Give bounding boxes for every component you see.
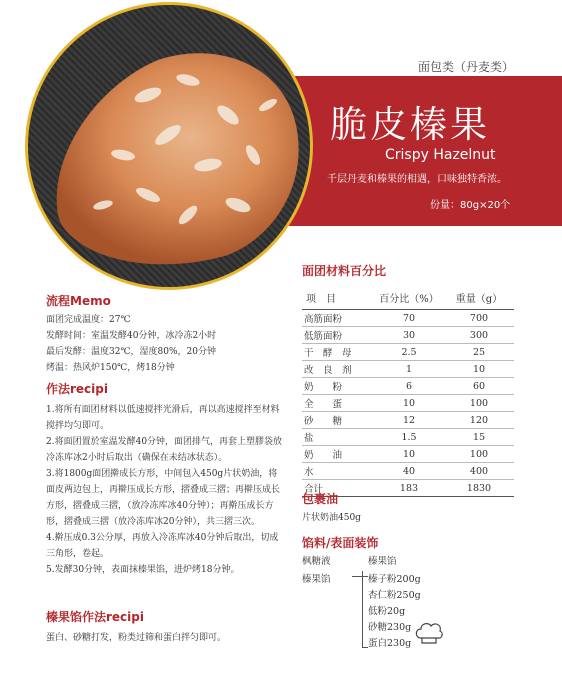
column-header: 重量（g） [444, 286, 514, 310]
ingredient-name: 奶 油 [302, 446, 374, 463]
percent-cell: 30 [374, 327, 444, 344]
ingredient-name: 低筋面粉 [302, 327, 374, 344]
ingredient-name: 盐 [302, 429, 374, 446]
table-row [302, 310, 514, 327]
table-row [302, 327, 514, 344]
percent-cell: 1.5 [374, 429, 444, 446]
filling-ingredient: 低粉20g [368, 606, 406, 617]
table-header-row [302, 286, 514, 310]
weight-cell: 700 [444, 310, 514, 327]
ingredient-name: 干 酵 母 [302, 344, 374, 361]
percent-cell: 6 [374, 378, 444, 395]
method-heading: 作法recipi [46, 382, 108, 396]
filling-text: 蛋白、砂糖打发，粉类过筛和蛋白拌匀即可。 [46, 633, 227, 643]
ingredient-name: 高筋面粉 [302, 310, 374, 327]
percent-cell: 12 [374, 412, 444, 429]
percent-cell: 10 [374, 395, 444, 412]
percent-cell: 40 [374, 463, 444, 480]
column-header: 项 目 [302, 286, 374, 310]
ingredient-name: 水 [302, 463, 374, 480]
category-label: 面包类（丹麦类） [417, 60, 514, 74]
weight-cell: 300 [444, 327, 514, 344]
table-row [302, 412, 514, 429]
table-row [302, 429, 514, 446]
memo-heading: 流程Memo [46, 294, 111, 308]
memo-line: 发酵时间：室温发酵40分钟，冰冷冻2小时 [46, 331, 217, 341]
topping-item: 枫糖液 [302, 556, 331, 567]
method-step: 3.将1800g面团擀成长方形，中间包入450g片状奶油，将面皮两边包上，再擀压成长方形，摺叠成三摺；再擀压成长方形，摺叠成三摺，（放冷冻库冰40分钟）；再擀压成长方形，摺叠成三摺（放冷冻库冰20分钟），共三摺三次。 [46, 469, 281, 527]
chef-hat-icon [414, 620, 444, 646]
description: 千层丹麦和榛果的相遇，口味独特香浓。 [327, 174, 507, 185]
filling-heading: 榛果馅作法recipi [46, 610, 144, 624]
ingredient-name: 砂 糖 [302, 412, 374, 429]
total-label: 合计 [302, 480, 374, 497]
percent-cell: 10 [374, 446, 444, 463]
topping-heading: 馅料/表面装饰 [302, 536, 379, 550]
wrap-oil-heading: 包裹油 [302, 492, 339, 506]
filling-ingredient: 蛋白230g [368, 638, 412, 649]
ingredient-name: 奶 粉 [302, 378, 374, 395]
english-title: Crispy Hazelnut [385, 147, 496, 163]
memo-line: 烤温：热风炉150℃，烤18分钟 [46, 363, 175, 373]
method-step: 1.将所有面团材料以低速搅拌光滑后，再以高速搅拌至材料搅拌均匀即可。 [46, 405, 280, 431]
table-row [302, 446, 514, 463]
dough-heading: 面团材料百分比 [302, 264, 387, 278]
method-step: 5.发酵30分钟，表面抹榛果馅，进炉烤18分钟。 [46, 565, 240, 575]
memo-section [46, 312, 216, 376]
filling-ingredient: 榛子粉200g [368, 574, 421, 585]
percent-cell: 1 [374, 361, 444, 378]
method-step: 2.将面团置於室温发酵40分钟，面团排气，再套上塑膠袋放冷冻库冰2小时后取出（确保在未结冰状态）。 [46, 437, 283, 463]
table-row [302, 463, 514, 480]
weight-cell: 60 [444, 378, 514, 395]
filling-ingredient: 砂糖230g [368, 622, 412, 633]
percent-cell: 70 [374, 310, 444, 327]
dough-table [302, 286, 514, 497]
bracket-connector [352, 576, 368, 577]
wrap-oil-text: 片状奶油450g [302, 513, 361, 523]
column-header: 百分比（%） [374, 286, 444, 310]
weight-cell: 25 [444, 344, 514, 361]
weight-cell: 120 [444, 412, 514, 429]
table-row [302, 395, 514, 412]
ingredient-name: 全 蛋 [302, 395, 374, 412]
yield-label: 份量：80g×20个 [430, 200, 511, 211]
weight-cell: 15 [444, 429, 514, 446]
filling-recipe-title: 榛果馅 [368, 556, 397, 567]
weight-cell: 100 [444, 395, 514, 412]
weight-cell: 400 [444, 463, 514, 480]
table-row [302, 344, 514, 361]
ingredient-name: 改 良 剂 [302, 361, 374, 378]
weight-total: 1830 [444, 480, 514, 497]
percent-total: 183 [374, 480, 444, 497]
bracket-end [362, 647, 368, 648]
page-title: 脆皮榛果 [330, 103, 490, 146]
memo-line: 面团完成温度：27℃ [46, 315, 131, 325]
weight-cell: 100 [444, 446, 514, 463]
topping-bracket [362, 571, 370, 647]
topping-item: 榛果馅 [302, 574, 331, 585]
table-row [302, 361, 514, 378]
method-section [46, 402, 286, 578]
croissant-photo [28, 5, 310, 287]
method-step: 4.擀压成0.3公分厚，再放入冷冻库冰40分钟后取出，切成三角形，卷起。 [46, 533, 279, 559]
weight-cell: 10 [444, 361, 514, 378]
table-row [302, 378, 514, 395]
percent-cell: 2.5 [374, 344, 444, 361]
memo-line: 最后发酵：温度32℃，湿度80%，20分钟 [46, 347, 216, 357]
filling-ingredient: 杏仁粉250g [368, 590, 421, 601]
